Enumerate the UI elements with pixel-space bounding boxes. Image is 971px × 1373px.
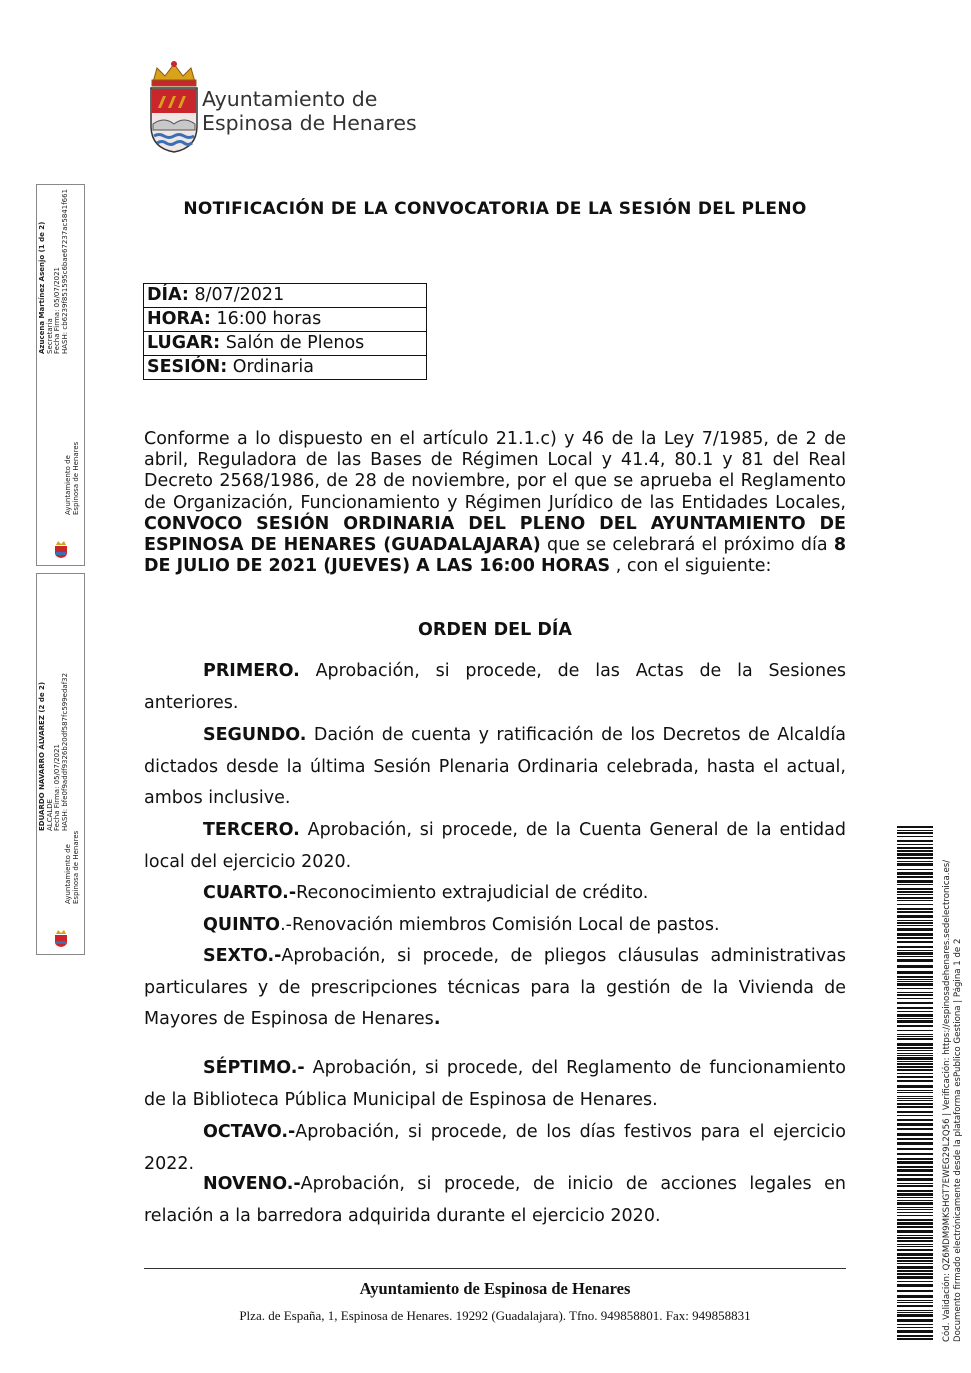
barcode-bar [897,1226,933,1228]
intro-text-2: que se celebrará el próximo día [540,535,834,556]
agenda-item-text: .-Renovación miembros Comisión Local de pastos. [280,915,720,935]
barcode-bar [897,1273,933,1275]
barcode-bar [897,880,933,883]
barcode-bar [897,908,933,910]
barcode-bar [897,950,933,951]
barcode-bar [897,1011,933,1012]
footer-divider [144,1268,846,1269]
barcode-bar [897,1266,933,1269]
agenda-item-label: NOVENO.- [203,1174,301,1194]
barcode-bar [897,876,933,878]
barcode-bar [897,1281,933,1282]
barcode-bar [897,979,933,980]
barcode-bar [897,1319,933,1322]
barcode-bar [897,1305,933,1307]
agenda-item-text: Aprobación, si procede, de los días festivos para el ejercicio 2022. [144,1122,846,1174]
sig-org-line1: Ayuntamiento de [64,455,72,515]
info-label: HORA: [147,309,211,329]
intro-bold-2: 8 DE JULIO DE 2021 (JUEVES) A LAS 16:00 HORAS [144,535,847,577]
barcode-bar [897,1092,933,1093]
barcode-bar [897,925,933,926]
barcode-bar [897,863,933,866]
barcode-bar [897,1302,933,1303]
barcode-bar [897,1174,933,1176]
intro-text-1: Conforme a lo dispuesto en el artículo 21.1.c) y 46 de la Ley 7/1985, de 2 de abril, Reguladora de las Bases de Régimen Local y 41.4, 80.1 y 81 del Real Decreto 2568/1986, de 28 de noviembre, por el que se aprueba el Reglamento de Organización, Funcionamiento y Régimen Jurídico de las Entidades Locales, [144,429,846,513]
agenda-title: ORDEN DEL DÍA [418,620,572,640]
info-value: Ordinaria [227,357,314,377]
barcode-bar [897,1123,933,1126]
barcode-bar [897,1193,933,1196]
crest-icon [54,930,68,947]
barcode-bar [897,1057,933,1060]
barcode-bar [897,965,933,968]
agenda-item-1 [144,656,846,719]
barcode-bar [897,1161,933,1164]
barcode-bar [897,1295,933,1298]
info-label: SESIÓN: [147,357,228,377]
signature-date: Fecha Firma: 05/07/2021 [53,266,61,354]
agenda-item-text: Dación de cuenta y ratificación de los Decretos de Alcaldía dictados desde la última Sesión Plenaria Ordinaria celebrada, hasta el actual, ambos inclusive. [144,725,846,808]
signature-box-2 [36,573,85,955]
info-value: Salón de Plenos [220,333,365,353]
barcode-bar [897,897,933,899]
barcode-bar [897,1212,933,1213]
barcode-bar [897,1215,933,1216]
signature-hash: HASH: cb6239f851595c6bae67237ac5841f661 [60,188,69,354]
barcode-icon [897,826,933,1341]
barcode-bar [897,1338,933,1340]
info-row-session [144,356,427,380]
barcode-bar [897,1249,933,1251]
barcode-bar [897,1030,933,1031]
barcode-bar [897,891,933,893]
signature-box-1 [36,184,85,566]
agenda-item-text: Reconocimiento extrajudicial de crédito. [296,883,649,903]
barcode-bar [897,1314,933,1317]
barcode-bar [897,1166,933,1168]
barcode-bar [897,1300,933,1301]
barcode-bar [897,1053,933,1054]
sig-org-line2: Espinosa de Henares [71,441,80,515]
intro-text-3: , con el siguiente: [610,556,772,577]
barcode-bar [897,1142,933,1145]
crest-icon [54,541,68,558]
barcode-bar [897,826,933,828]
info-label: DÍA: [147,285,189,305]
barcode-bar [897,1002,933,1004]
document-title: NOTIFICACIÓN DE LA CONVOCATORIA DE LA SESIÓN DEL PLENO [183,199,807,219]
barcode-bar [897,1038,933,1040]
barcode-bar [897,952,933,955]
barcode-bar [897,1200,933,1201]
barcode-bar [897,1111,933,1113]
barcode-bar [897,1158,933,1160]
barcode-bar [897,1276,933,1279]
barcode-bar [897,1061,933,1062]
barcode-bar [897,981,933,982]
footer-org-name: Ayuntamiento de Espinosa de Henares [359,1279,631,1298]
agenda-item-label: QUINTO [203,915,281,935]
barcode-bar [897,1335,933,1337]
agenda-item-label: TERCERO. [203,820,300,840]
barcode-bar [897,1153,933,1155]
barcode-bar [897,832,933,834]
barcode-bar [897,1115,933,1116]
agenda-item-tail: . [433,1009,441,1029]
agenda-item-2 [144,720,846,815]
signer-name: EDUARDO NAVARRO ÁLVAREZ (2 de 2) [38,681,46,831]
agenda-item-label: SEXTO.- [203,946,282,966]
barcode-bar [897,971,933,974]
intro-paragraph [144,429,846,577]
barcode-bar [897,1025,933,1027]
barcode-bar [897,857,933,859]
barcode-bar [897,900,933,901]
barcode-bar [897,1080,933,1082]
barcode-bar [897,1128,933,1130]
agenda-item-7 [144,1053,846,1116]
barcode-bar [897,1133,933,1136]
barcode-bar [897,920,933,921]
barcode-bar [897,1148,933,1150]
signature-date: Fecha Firma: 05/07/2021 [53,743,61,831]
agenda-item-4 [144,878,846,910]
barcode-bar [897,1066,933,1068]
info-label: LUGAR: [147,333,221,353]
barcode-bar [897,847,933,849]
barcode-bar [897,1263,933,1264]
barcode-bar [897,983,933,986]
agenda-item-text: Aprobación, si procede, de inicio de acciones legales en relación a la barredora adquirida durante el ejercicio 2020. [144,1174,846,1226]
footer-address: Plza. de España, 1, Espinosa de Henares. 19292 (Guadalajara). Tfno. 949858801. Fax: 949858831 [239,1308,751,1323]
barcode-bar [897,959,933,962]
barcode-bar [897,1119,933,1121]
agenda-item-label: SÉPTIMO.- [203,1058,305,1078]
barcode-bar [897,1253,933,1256]
organization-name [202,87,417,135]
barcode-bar [897,992,933,993]
barcode-bar [897,1050,933,1051]
barcode-bar [897,1185,933,1187]
barcode-bar [897,941,933,943]
barcode-bar [897,988,933,989]
agenda-item-3 [144,815,846,878]
barcode-bar [897,976,933,978]
barcode-bar [897,853,933,856]
validation-text [942,860,963,1342]
barcode-bar [897,1090,933,1091]
info-row-day [144,284,427,308]
org-name-line1: Ayuntamiento de [202,87,378,111]
barcode-bar [897,1237,933,1239]
barcode-bar [897,1098,933,1099]
barcode-bar [897,1290,933,1292]
info-value: 16:00 horas [210,309,322,329]
signer-role: Secretaria [45,318,54,354]
barcode-bar [897,861,933,862]
barcode-bar [897,888,933,890]
barcode-bar [897,1103,933,1105]
agenda-item-text: Aprobación, si procede, de las Actas de la Sesiones anteriores. [144,661,846,713]
barcode-bar [897,1069,933,1071]
barcode-bar [897,1073,933,1074]
header-logo [145,60,445,155]
barcode-bar [897,830,933,831]
barcode-bar [897,933,933,936]
org-name-line2: Espinosa de Henares [202,111,417,135]
agenda-item-6 [144,941,846,1036]
barcode-bar [897,937,933,939]
session-info-table [143,283,427,380]
barcode-bar [897,836,933,837]
barcode-bar [897,1047,933,1049]
barcode-bar [897,998,933,999]
barcode-bar [897,872,933,875]
agenda-item-text: Aprobación, si procede, de pliegos cláusulas administrativas particulares y de prescripciones técnicas para la gestión de la Vivienda de Mayores de Espinosa de Henares [144,946,846,1029]
barcode-bar [897,1034,933,1035]
barcode-bar [897,894,933,895]
validation-line-2: Documento firmado electrónicamente desde la plataforma esPublico Gestiona | Página 1 de 2 [952,938,963,1342]
barcode-bar [897,1207,933,1208]
barcode-bar [897,915,933,918]
barcode-bar [897,1260,933,1262]
barcode-bar [897,869,933,870]
signer-role: ALCALDE [45,798,54,831]
barcode-bar [897,1190,933,1192]
barcode-bar [897,1197,933,1198]
agenda-item-label: SEGUNDO. [203,725,307,745]
sig-org-line2: Espinosa de Henares [71,830,80,904]
agenda-item-text: Aprobación, si procede, de la Cuenta General de la entidad local del ejercicio 2020. [144,820,846,872]
signer-name: Azucena Martínez Asenjo (1 de 2) [38,221,46,354]
barcode-bar [897,956,933,957]
barcode-bar [897,1106,933,1108]
barcode-bar [897,1330,933,1333]
agenda-item-5 [144,910,846,942]
barcode-bar [897,1043,933,1046]
barcode-bar [897,1222,933,1225]
info-row-place [144,332,427,356]
info-value: 8/07/2021 [188,285,285,305]
barcode-bar [897,1244,933,1245]
sig-org-line1: Ayuntamiento de [64,844,72,904]
barcode-bar [897,844,933,845]
barcode-bar [897,1014,933,1017]
barcode-bar [897,1055,933,1056]
barcode-bar [897,1284,933,1287]
barcode-bar [897,1230,933,1233]
barcode-bar [897,1324,933,1325]
barcode-bar [897,1169,933,1172]
barcode-bar [897,1270,933,1272]
barcode-bar [897,1020,933,1023]
barcode-bar [897,1007,933,1009]
barcode-bar [897,1183,933,1184]
barcode-bar [897,1063,933,1065]
barcode-bar [897,1138,933,1140]
barcode-bar [897,1246,933,1247]
barcode-bar [897,946,933,948]
agenda-item-label: OCTAVO.- [203,1122,296,1142]
barcode-bar [897,904,933,905]
barcode-bar [897,1327,933,1328]
barcode-bar [897,840,933,842]
barcode-bar [897,922,933,924]
barcode-bar [897,1076,933,1078]
validation-line-1: Cód. Validación: QZ6MDM9MKSHGT7EWEG29L2Q56 | Verificación: https://espinosadehenares.sedelectronica.es/ [942,859,952,1342]
barcode-bar [897,1096,933,1097]
barcode-bar [897,1310,933,1311]
barcode-bar [897,1018,933,1019]
intro-bold-1: CONVOCO SESIÓN ORDINARIA DEL PLENO DEL AYUNTAMIENTO DE ESPINOSA DE HENARES (GUADALAJARA) [144,513,846,556]
barcode-bar [897,1209,933,1210]
barcode-bar [897,911,933,913]
barcode-bar [897,884,933,885]
barcode-bar [897,1202,933,1205]
barcode-bar [897,1240,933,1242]
barcode-bar [897,1312,933,1313]
agenda-item-label: CUARTO.- [203,883,297,903]
signature-hash: HASH: bfe0f9addf9326b20df587fc599edaf32 [60,672,69,831]
barcode-bar [897,1235,933,1236]
info-row-time [144,308,427,332]
barcode-bar [897,1257,933,1259]
barcode-bar [897,1085,933,1088]
agenda-item-text: Aprobación, si procede, del Reglamento de funcionamiento de la Biblioteca Pública Municipal de Espinosa de Henares. [144,1058,846,1110]
barcode-bar [897,850,933,852]
barcode-bar [897,1178,933,1181]
barcode-bar [897,1036,933,1037]
barcode-bar [897,928,933,931]
coat-of-arms-icon [145,60,203,155]
agenda-item-label: PRIMERO. [203,661,300,681]
barcode-bar [897,1219,933,1221]
agenda-item-9 [144,1169,846,1232]
barcode-bar [897,994,933,996]
barcode-bar [897,1100,933,1101]
